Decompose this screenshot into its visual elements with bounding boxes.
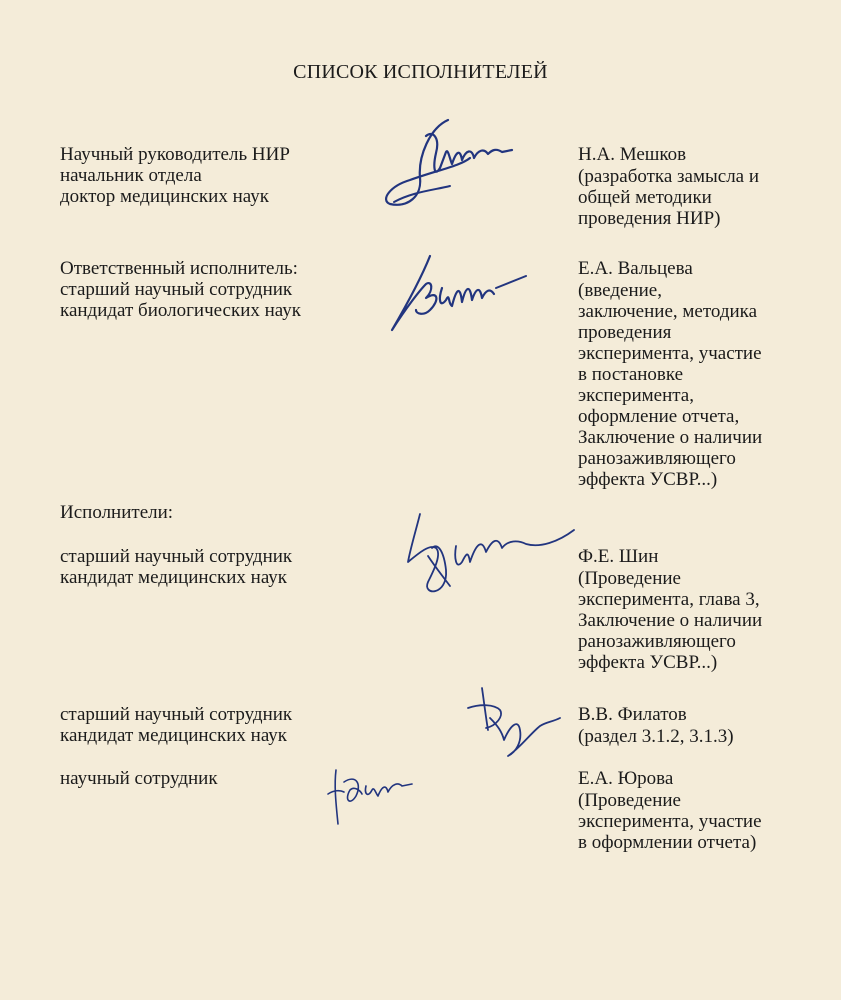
role-valtseva: (введение, заключение, методика проведения эксперимента, участие в постановке эксперимента, оформление отчета, Заключение о наличии ранозаживляющего эффекта УСВР...) (578, 280, 763, 490)
role-shin: (Проведение эксперимента, глава 3, Заключение о наличии ранозаживляющего эффекта УСВР...) (578, 568, 763, 673)
role-yurova: (Проведение эксперимента, участие в оформлении отчета) (578, 790, 762, 853)
position-meshkov: Научный руководитель НИР начальник отдела доктор медицинских наук (60, 144, 290, 207)
signature-valtseva (386, 244, 536, 338)
position-filatov: старший научный сотрудник кандидат медицинских наук (60, 704, 293, 746)
page-title: СПИСОК ИСПОЛНИТЕЛЕЙ (293, 61, 548, 83)
position-shin: старший научный сотрудник кандидат медицинских наук (60, 546, 293, 588)
name-filatov: В.В. Филатов (578, 704, 687, 725)
name-meshkov: Н.А. Мешков (578, 144, 687, 165)
position-yurova: научный сотрудник (60, 768, 218, 789)
position-valtseva: Ответственный исполнитель: старший научный сотрудник кандидат биологических наук (60, 258, 301, 321)
name-shin: Ф.Е. Шин (578, 546, 659, 567)
name-yurova: Е.А. Юрова (578, 768, 674, 789)
role-filatov: (раздел 3.1.2, 3.1.3) (578, 726, 734, 747)
role-meshkov: (разработка замысла и общей методики проведения НИР) (578, 166, 760, 229)
signature-yurova (322, 760, 418, 832)
executors-heading: Исполнители: (60, 502, 174, 523)
signature-shin (398, 500, 578, 600)
signature-filatov (460, 682, 570, 762)
name-valtseva: Е.А. Вальцева (578, 258, 693, 279)
signature-meshkov (378, 108, 528, 216)
